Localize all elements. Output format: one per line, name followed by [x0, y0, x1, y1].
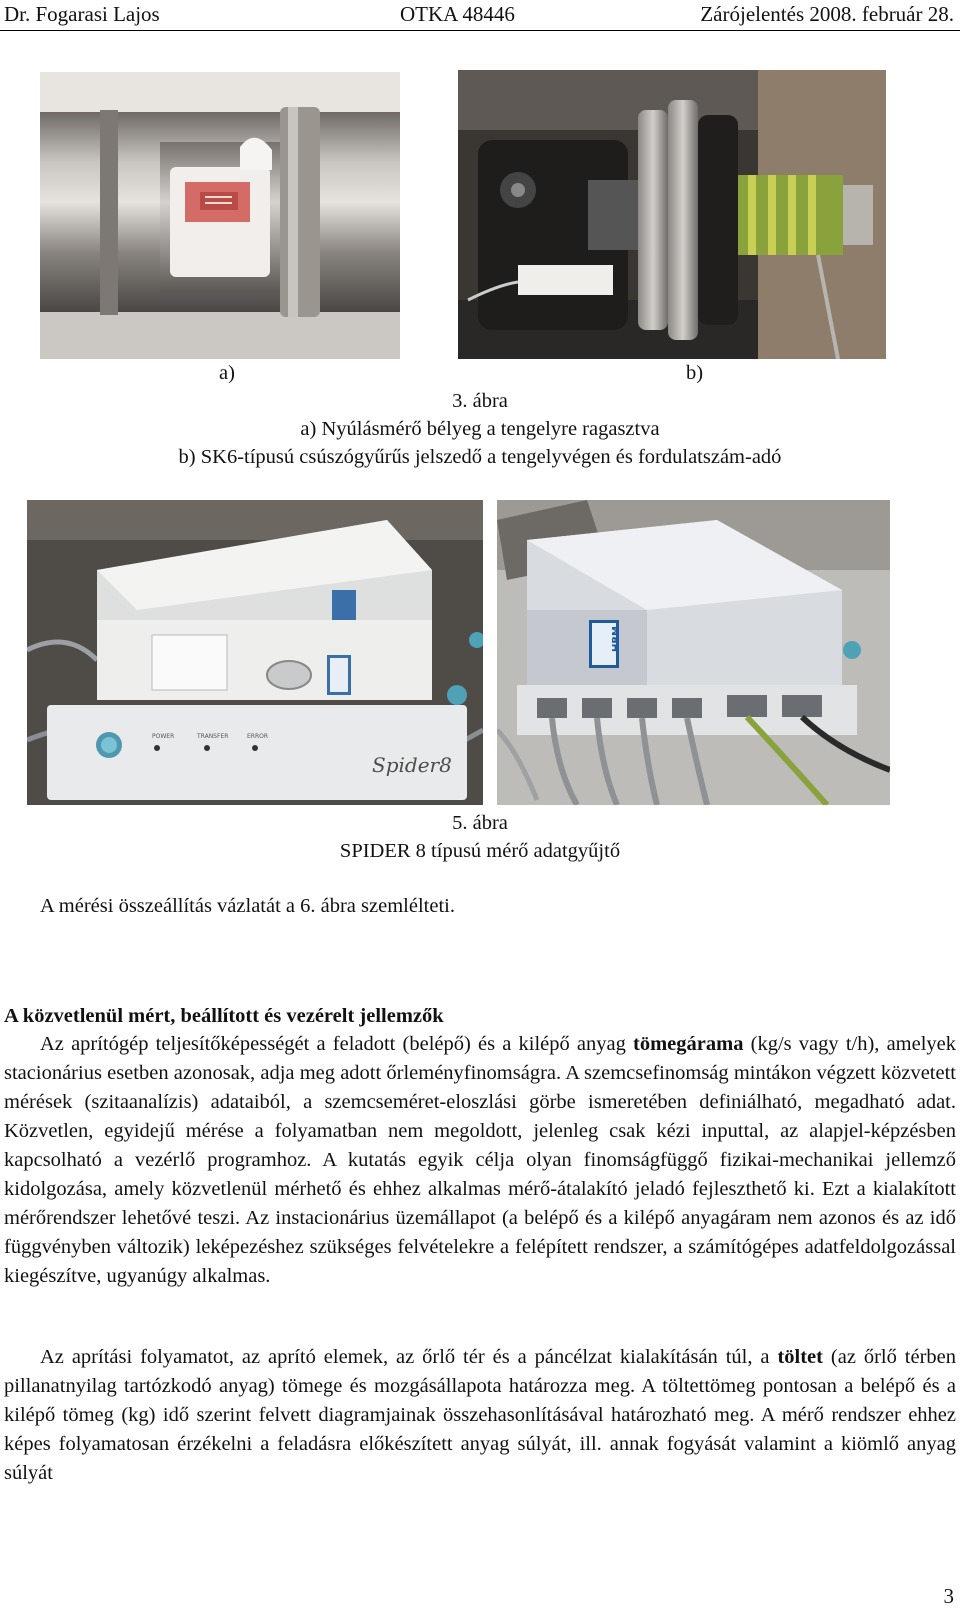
spider8-logo: Spider8 — [372, 753, 452, 777]
photo-slip-ring-transmitter — [458, 70, 886, 359]
figure5-caption: SPIDER 8 típusú mérő adatgyűjtő — [339, 840, 621, 862]
intro-sentence: A mérési összeállítás vázlatát a 6. ábra szemlélteti. — [40, 895, 455, 917]
paragraph1-rest: (kg/s vagy t/h), amelyek stacionárius esetben azonosak, adja meg adott őrleményfinomságra. A szemcsefinomság mintákon végzett közvetett mérések (szitaanalízis) adataiból, a szemcseméret-eloszlási görbe ismeretében definiálható, megadható adat. Közvetlen, egyidejű mérése a folyamatban nem megoldott, jelenleg csak kézi inputtal, az alapjel-képzésben kapcsolható a vezérlő programhoz. A kutatás egyik célja olyan finomságfüggő fizikai-mechanikai jellemző kidolgozása, amely közvetlenül mérhető és ehhez alkalmas mérő-átalakító jeladó fejleszthető ki. Ezt a kialakított mérőrendszer lehetővé teszi. Az instacionárius üzemállapot (a belépő és a kilépő anyagáram nem azonos és az idő függvényben változik) leképezéshez szükséges felvételekre a felépített rendszer, a számítógépes adatfeldolgozással kiegészítve, ugyanúgy alkalmas. — [4, 1033, 957, 1287]
figure3-caption-a: a) Nyúlásmérő bélyeg a tengelyre ragasztva — [300, 418, 660, 440]
photo-spider8-rear-cables — [497, 500, 890, 805]
figure3-caption-b: b) SK6-típusú csúszógyűrűs jelszedő a tengelyvégen és fordulatszám-adó — [178, 446, 782, 468]
panel-label-transfer: TRANSFER — [197, 733, 229, 740]
figure5-number: 5. ábra — [452, 812, 508, 834]
paragraph1-lead: Az aprítógép teljesítőképességét a feladott (belépő) és a kilépő anyag — [40, 1033, 626, 1055]
paragraph-charge — [4, 1343, 956, 1488]
photo-strain-gauge-shaft — [40, 72, 400, 359]
photo-spider8-front — [27, 500, 483, 805]
page-number: 3 — [943, 1584, 954, 1608]
figure3-number: 3. ábra — [452, 390, 508, 412]
figure3-label-b: b) — [686, 362, 704, 384]
section-heading: A közvetlenül mért, beállított és vezérelt jellemzők — [4, 1005, 444, 1027]
paragraph-mass-flow — [4, 1030, 956, 1291]
panel-label-error: ERROR — [247, 733, 269, 740]
header-rule — [0, 30, 960, 31]
page-header — [0, 2, 960, 28]
hbm-logo: HBM — [611, 626, 622, 652]
figure3-label-a: a) — [219, 362, 235, 384]
paragraph2-lead: Az aprítási folyamatot, az aprító elemek, az őrlő tér és a páncélzat kialakításán túl, a — [40, 1346, 770, 1368]
header-project: OTKA 48446 — [400, 2, 515, 26]
paragraph1-bold-term: tömegárama — [633, 1033, 744, 1055]
header-author: Dr. Fogarasi Lajos — [4, 2, 160, 26]
header-report-date: Zárójelentés 2008. február 28. — [700, 2, 954, 26]
panel-label-power: POWER — [152, 733, 175, 740]
paragraph2-rest: (az őrlő térben pillanatnyilag tartózkodó anyag) tömege és mozgásállapota határozza meg. A töltettömeg pontosan a belépő és a kilépő tömeg (kg) idő szerint felvett diagramjainak összehasonlításával határozható meg. A mérő rendszer ehhez képes folyamatosan érzékelni a feladásra előkészített anyag súlyát, ill. annak fogyását valamint a kiömlő anyag súlyát — [4, 1346, 956, 1484]
paragraph2-bold-term: töltet — [777, 1346, 823, 1368]
